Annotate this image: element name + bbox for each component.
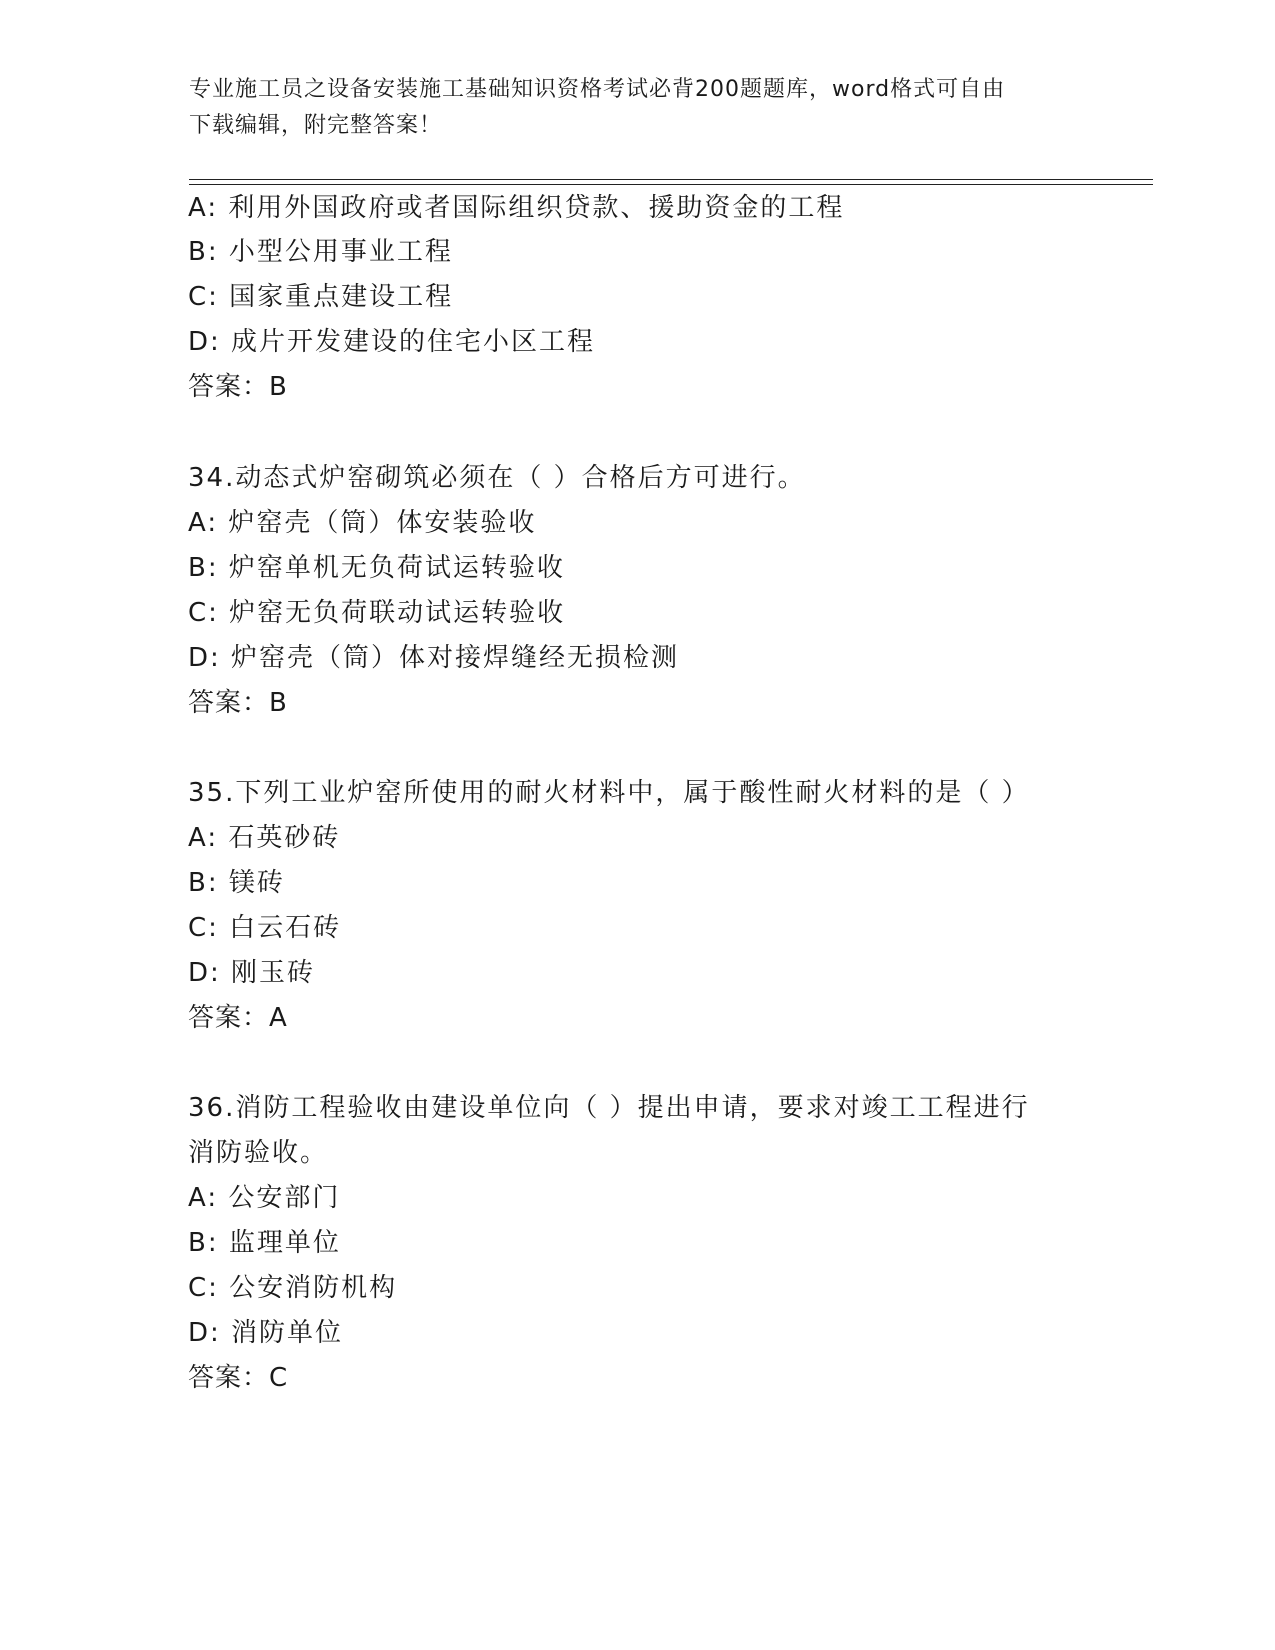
document-header	[189, 72, 1089, 144]
q36-option-c: C: 公安消防机构	[188, 1273, 398, 1303]
q35-option-a: A: 石英砂砖	[188, 823, 341, 853]
q34-answer: 答案：B	[188, 688, 288, 718]
q35-option-c: C: 白云石砖	[188, 913, 342, 943]
q33-option-a: A: 利用外国政府或者国际组织贷款、援助资金的工程	[188, 193, 845, 223]
q34-option-c: C: 炉窑无负荷联动试运转验收	[188, 598, 566, 628]
q35-option-d: D: 刚玉砖	[188, 958, 316, 988]
q33-option-d: D: 成片开发建设的住宅小区工程	[188, 327, 596, 357]
q34-option-d: D: 炉窑壳（筒）体对接焊缝经无损检测	[188, 643, 680, 673]
q36-question-line-1: 36.消防工程验收由建设单位向（ ）提出申请，要求对竣工工程进行	[188, 1093, 1030, 1123]
q36-question-line-2: 消防验收。	[188, 1138, 329, 1168]
header-divider-top	[189, 179, 1153, 180]
q34-question: 34.动态式炉窑砌筑必须在（ ）合格后方可进行。	[188, 463, 806, 493]
q35-answer: 答案：A	[188, 1003, 288, 1033]
q36-option-d: D: 消防单位	[188, 1318, 344, 1348]
q36-answer: 答案：C	[188, 1363, 289, 1393]
header-divider-bottom	[189, 184, 1153, 185]
q34-option-a: A: 炉窑壳（筒）体安装验收	[188, 508, 537, 538]
header-line-1: 专业施工员之设备安装施工基础知识资格考试必背200题题库，word格式可自由	[189, 77, 1006, 102]
q33-option-b: B: 小型公用事业工程	[188, 237, 453, 267]
q35-question: 35.下列工业炉窑所使用的耐火材料中，属于酸性耐火材料的是（ ）	[188, 778, 1030, 808]
header-line-2: 下载编辑，附完整答案！	[189, 113, 443, 138]
q36-option-b: B: 监理单位	[188, 1228, 341, 1258]
q36-option-a: A: 公安部门	[188, 1183, 341, 1213]
q34-option-b: B: 炉窑单机无负荷试运转验收	[188, 553, 565, 583]
q33-option-c: C: 国家重点建设工程	[188, 282, 454, 312]
q35-option-b: B: 镁砖	[188, 868, 285, 898]
q33-answer: 答案：B	[188, 372, 288, 402]
